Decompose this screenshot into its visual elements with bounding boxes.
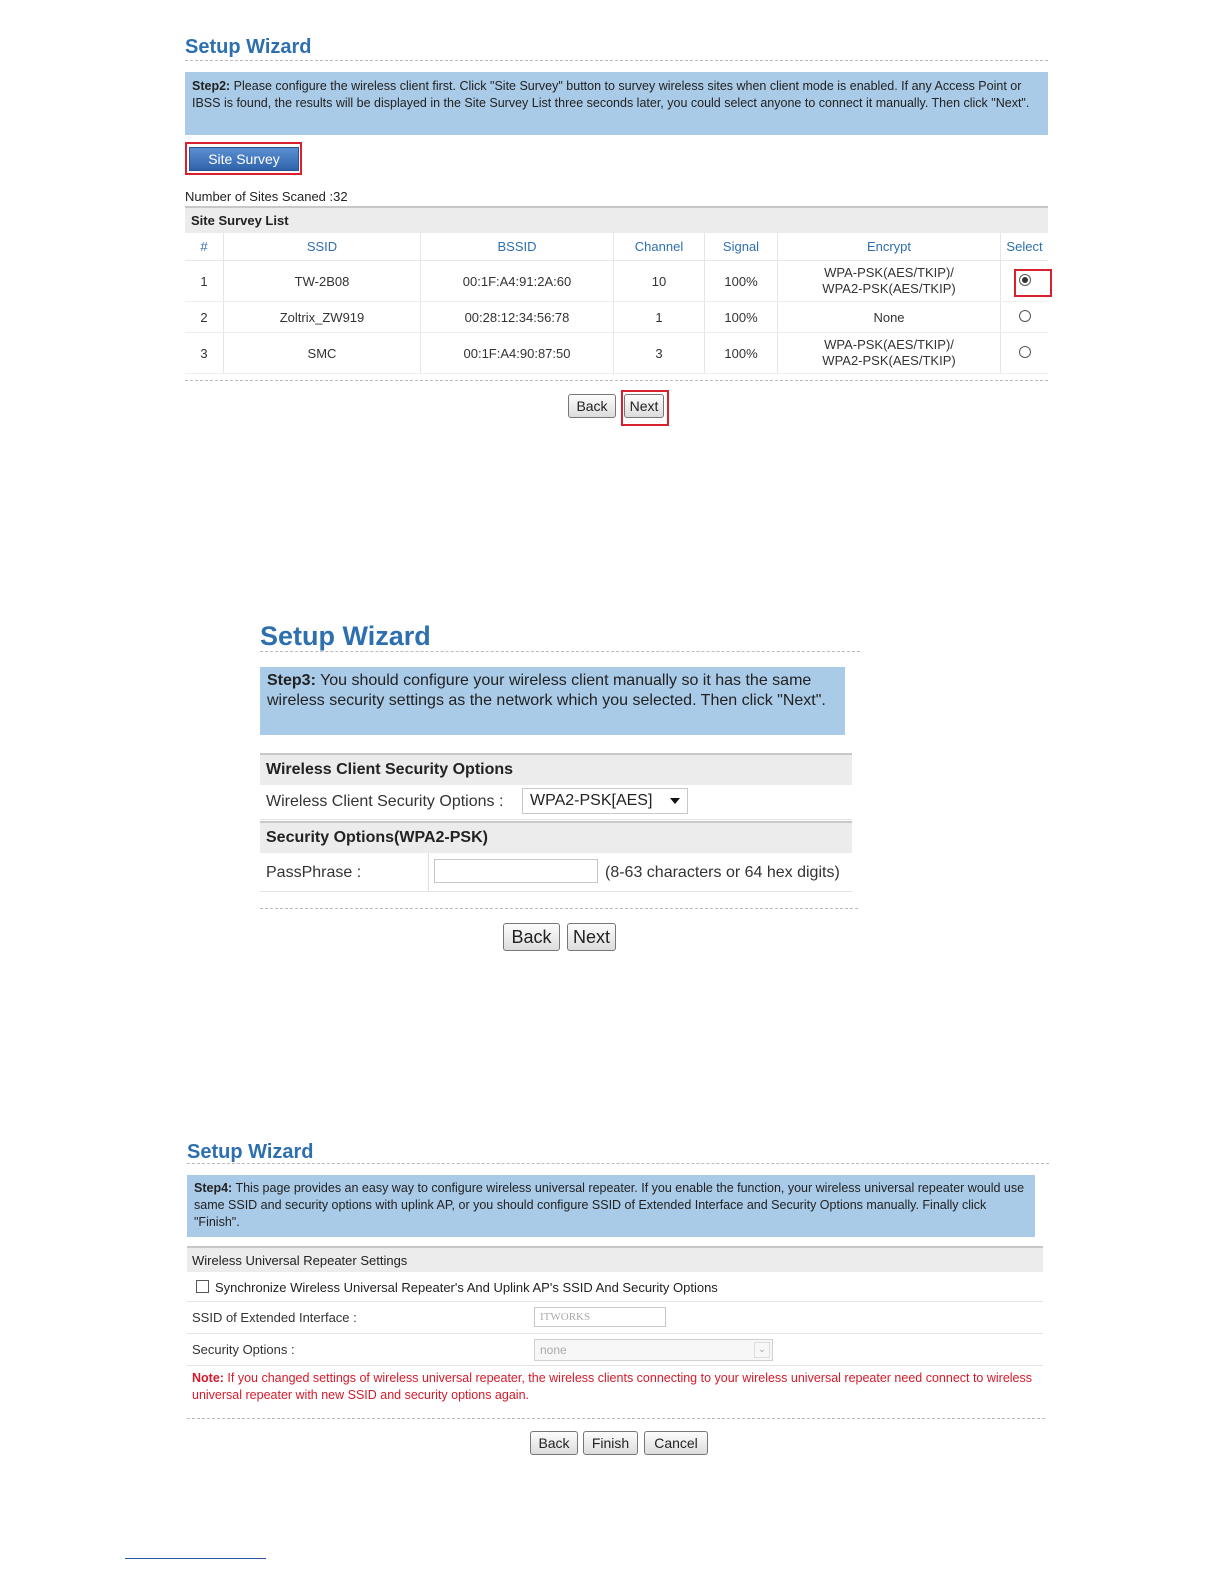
back-button[interactable]: Back <box>503 923 560 951</box>
row-select <box>1001 302 1049 333</box>
back-button[interactable]: Back <box>530 1431 578 1455</box>
ssid-value: ITWORKS <box>540 1311 591 1323</box>
sync-checkbox[interactable] <box>196 1280 209 1293</box>
step-description <box>187 1175 1035 1237</box>
step-label: Step3: <box>267 672 316 689</box>
passphrase-hint: (8-63 characters or 64 hex digits) <box>605 864 840 881</box>
note <box>192 1370 1042 1404</box>
column-header-ssid: SSID <box>224 233 421 261</box>
table-row[interactable] <box>185 302 1048 333</box>
site-survey-button[interactable]: Site Survey <box>189 147 299 171</box>
column-header-bssid: BSSID <box>421 233 614 261</box>
passphrase-row <box>260 853 852 892</box>
security-options-header: Wireless Client Security Options <box>260 753 852 785</box>
column-header-signal: Signal <box>705 233 778 261</box>
row-channel: 1 <box>614 302 705 333</box>
row-channel: 10 <box>614 261 705 302</box>
sync-label: Synchronize Wireless Universal Repeater's And Uplink AP's SSID And Security Options <box>215 1280 718 1295</box>
select-radio[interactable] <box>1019 346 1031 358</box>
row-num: 2 <box>185 302 224 333</box>
row-encrypt <box>778 333 1001 374</box>
footer-rule <box>125 1558 266 1559</box>
security-options-row <box>260 785 852 820</box>
security-options-label: Wireless Client Security Options : <box>266 793 504 810</box>
row-encrypt <box>778 261 1001 302</box>
row-signal: 100% <box>705 261 778 302</box>
select-radio[interactable] <box>1019 310 1031 322</box>
next-button[interactable]: Next <box>567 923 616 951</box>
ssid-row <box>187 1303 1043 1334</box>
row-bssid: 00:28:12:34:56:78 <box>421 302 614 333</box>
security-options-value: WPA2-PSK[AES] <box>530 792 653 809</box>
cancel-button[interactable]: Cancel <box>644 1431 708 1455</box>
row-num: 1 <box>185 261 224 302</box>
ssid-input[interactable] <box>534 1307 666 1327</box>
site-survey-table <box>185 233 1048 374</box>
chevron-down-icon: ⌄ <box>754 1342 770 1358</box>
row-bssid: 00:1F:A4:90:87:50 <box>421 333 614 374</box>
wpa2-psk-header: Security Options(WPA2-PSK) <box>260 821 852 853</box>
column-header-select: Select <box>1001 233 1049 261</box>
note-text: If you changed settings of wireless universal repeater, the wireless clients connecting to your wireless universal repeater need connect to wireless universal repeater with new SSID and security options again. <box>192 1371 1033 1402</box>
security-value: none <box>540 1343 567 1357</box>
page-title: Setup Wizard <box>260 616 860 652</box>
divider <box>187 1418 1045 1419</box>
row-num: 3 <box>185 333 224 374</box>
step-description <box>185 72 1048 135</box>
security-select[interactable] <box>534 1339 773 1361</box>
page-title: Setup Wizard <box>187 1136 1049 1164</box>
ssid-label: SSID of Extended Interface : <box>192 1310 357 1325</box>
site-survey-table-wrap <box>185 233 1048 374</box>
passphrase-label: PassPhrase : <box>266 864 362 881</box>
site-survey-list-header: Site Survey List <box>185 206 1048 233</box>
security-label: Security Options : <box>192 1342 295 1357</box>
note-label: Note: <box>192 1371 224 1385</box>
row-bssid: 00:1F:A4:91:2A:60 <box>421 261 614 302</box>
step-label: Step4: <box>194 1181 233 1195</box>
table-header-row <box>185 233 1048 261</box>
encrypt-line: WPA2-PSK(AES/TKIP) <box>822 353 956 368</box>
sync-row <box>187 1273 1043 1302</box>
row-ssid: SMC <box>224 333 421 374</box>
encrypt-line: WPA-PSK(AES/TKIP)/ <box>824 265 954 280</box>
row-ssid: Zoltrix_ZW919 <box>224 302 421 333</box>
row-select <box>1001 333 1049 374</box>
security-options-select[interactable] <box>522 788 688 814</box>
page-title: Setup Wizard <box>185 30 1048 61</box>
row-signal: 100% <box>705 333 778 374</box>
step3-panel <box>260 616 860 956</box>
step-text: Please configure the wireless client first. Click "Site Survey" button to survey wireless sites when client mode is enabled. If any Access Point or IBSS is found, the results will be displayed in the Site Survey List three seconds later, you could select anyone to connect it manually. Then click "Next". <box>192 79 1030 110</box>
column-divider <box>428 853 429 891</box>
divider <box>260 908 858 909</box>
next-button[interactable]: Next <box>624 394 664 418</box>
table-row[interactable] <box>185 333 1048 374</box>
step-text: You should configure your wireless client manually so it has the same wireless security settings as the network which you selected. Then click "Next". <box>267 672 826 709</box>
step-description <box>260 667 845 735</box>
chevron-down-icon <box>670 798 680 804</box>
encrypt-line: WPA2-PSK(AES/TKIP) <box>822 281 956 296</box>
row-encrypt: None <box>778 302 1001 333</box>
column-header-num: # <box>185 233 224 261</box>
step4-panel <box>187 1136 1049 1461</box>
back-button[interactable]: Back <box>568 394 616 418</box>
row-select <box>1001 261 1049 302</box>
security-row <box>187 1335 1043 1366</box>
row-ssid: TW-2B08 <box>224 261 421 302</box>
step-text: This page provides an easy way to configure wireless universal repeater. If you enable the function, your wireless universal repeater would use same SSID and security options with uplink AP, or you should configure SSID of Extended Interface and Security Options manually. Finally click "Finish". <box>194 1181 1025 1229</box>
encrypt-line: WPA-PSK(AES/TKIP)/ <box>824 337 954 352</box>
column-header-encrypt: Encrypt <box>778 233 1001 261</box>
next-highlight <box>621 390 669 426</box>
column-header-channel: Channel <box>614 233 705 261</box>
step-label: Step2: <box>192 79 231 93</box>
repeater-settings-header: Wireless Universal Repeater Settings <box>187 1246 1043 1272</box>
row-signal: 100% <box>705 302 778 333</box>
table-row[interactable] <box>185 261 1048 302</box>
finish-button[interactable]: Finish <box>583 1431 638 1455</box>
divider <box>185 380 1048 381</box>
row-channel: 3 <box>614 333 705 374</box>
passphrase-input[interactable] <box>434 859 598 883</box>
sites-count: Number of Sites Scaned :32 <box>185 189 348 204</box>
select-highlight <box>1014 269 1052 297</box>
step2-panel <box>185 30 1048 430</box>
